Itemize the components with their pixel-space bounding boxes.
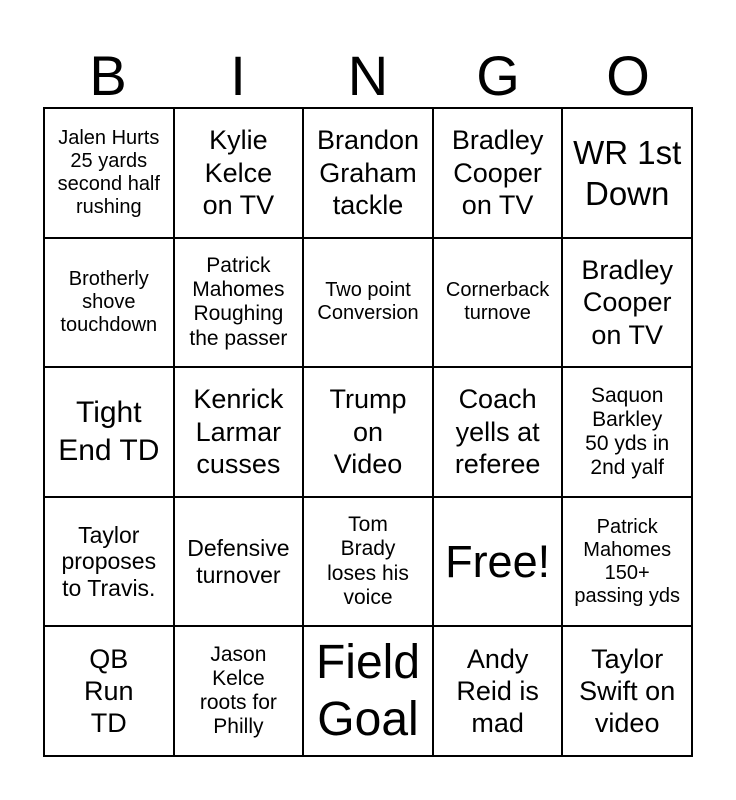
bingo-cell-r5c2[interactable]: Jason Kelce roots for Philly [174,626,304,756]
header-letter-i: I [230,44,246,107]
bingo-cell-r4c2[interactable]: Defensive turnover [174,497,304,627]
bingo-cell-r4c1[interactable]: Taylor proposes to Travis. [44,497,174,627]
bingo-cell-r3c1[interactable]: Tight End TD [44,367,174,497]
header-letter-n: N [347,44,389,107]
bingo-cell-r4c3[interactable]: Tom Brady loses his voice [303,497,433,627]
bingo-cell-r3c3[interactable]: Trump on Video [303,367,433,497]
bingo-cell-r2c1[interactable]: Brotherly shove touchdown [44,238,174,368]
bingo-cell-r1c1[interactable]: Jalen Hurts 25 yards second half rushing [44,108,174,238]
header-letter-o: O [606,44,650,107]
bingo-cell-r1c3[interactable]: Brandon Graham tackle [303,108,433,238]
bingo-cell-r1c5[interactable]: WR 1st Down [562,108,692,238]
bingo-cell-r2c4[interactable]: Cornerback turnove [433,238,563,368]
bingo-cell-r2c5[interactable]: Bradley Cooper on TV [562,238,692,368]
bingo-board [43,107,693,757]
header-letter-b: B [89,44,127,107]
bingo-cell-r4c5[interactable]: Patrick Mahomes 150+ passing yds [562,497,692,627]
bingo-cell-r2c2[interactable]: Patrick Mahomes Roughing the passer [174,238,304,368]
bingo-cell-r5c1[interactable]: QB Run TD [44,626,174,756]
header-letter-g: G [476,44,520,107]
bingo-cell-r2c3[interactable]: Two point Conversion [303,238,433,368]
bingo-cell-r3c5[interactable]: Saquon Barkley 50 yds in 2nd yalf [562,367,692,497]
bingo-cell-r3c2[interactable]: Kenrick Larmar cusses [174,367,304,497]
bingo-header [43,44,693,108]
bingo-cell-r5c4[interactable]: Andy Reid is mad [433,626,563,756]
bingo-cell-r3c4[interactable]: Coach yells at referee [433,367,563,497]
bingo-cell-r1c2[interactable]: Kylie Kelce on TV [174,108,304,238]
bingo-cell-free[interactable]: Free! [433,497,563,627]
bingo-cell-r5c5[interactable]: Taylor Swift on video [562,626,692,756]
bingo-cell-r1c4[interactable]: Bradley Cooper on TV [433,108,563,238]
bingo-cell-r5c3[interactable]: Field Goal [303,626,433,756]
